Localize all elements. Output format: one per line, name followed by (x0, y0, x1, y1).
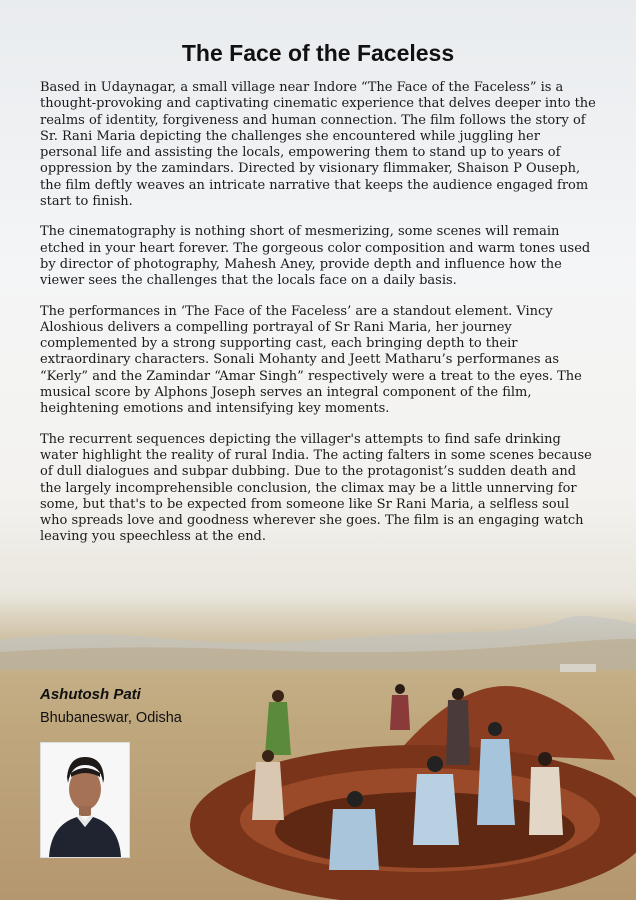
author-name: Ashutosh Pati (40, 686, 141, 703)
paragraph: The recurrent sequences depicting the villager's attempts to find safe drinking water highlight the reality of rural India. The acting falters in some scenes because of dull dialogues and subpar dubbing. Due to the protagonist’s sudden death and the largely incomprehensible conclusion, the climax may be a little unnerving for some, but that's to be expected from someone like Sr Rani Maria, a selfless soul who spreads love and goodness wherever she goes. The film is an engaging watch leaving you speechless at the end. (40, 431, 592, 545)
paragraph: Based in Udaynagar, a small village near Indore “The Face of the Faceless” is a thought-provoking and captivating cinematic experience that delves deeper into the realms of identity, forgiveness and human connection. The film follows the story of Sr. Rani Maria depicting the challenges she encountered while juggling her personal life and assisting the locals, empowering them to stand up to years of oppression by the zamindars. Directed by visionary flimmaker, Shaison P Ouseph, the film deftly weaves an intricate narrative that keeps the audience engaged from start to finish. (40, 80, 596, 210)
paragraph: The cinematography is nothing short of mesmerizing, some scenes will remain etched in your heart forever. The gorgeous color composition and warm tones used by director of photography, Mahesh Aney, provide depth and influence how the viewer sees the challenges that the locals face on a daily basis. (40, 224, 591, 289)
article-title: The Face of the Faceless (181, 40, 455, 66)
article-body (40, 80, 596, 560)
paragraph: The performances in ‘The Face of the Faceless’ are a standout element. Vincy Aloshious delivers a compelling portrayal of Sr Rani Maria, her journey complemented by a strong supporting cast, each bringing depth to their extraordinary characters. Sonali Mohanty and Jeett Matharu’s performanes as “Kerly” and the Zamindar “Amar Singh” respectively were a treat to the eyes. The musical score by Alphons Joseph serves an integral component of the film, heightening emotions and intensifying key moments. (40, 303, 582, 417)
author-photo (40, 742, 130, 858)
author-location: Bhubaneswar, Odisha (40, 710, 182, 726)
portrait-image (41, 743, 129, 857)
